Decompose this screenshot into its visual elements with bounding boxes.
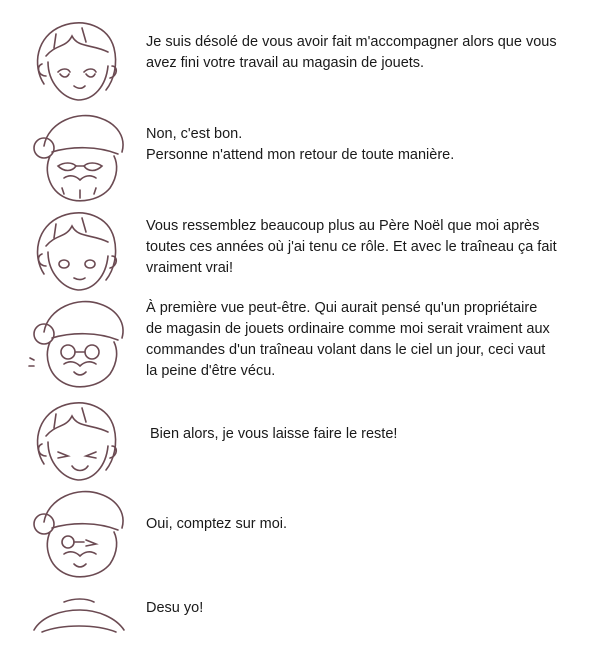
santa-face-icon: [22, 294, 134, 390]
boy-face-icon: [22, 14, 134, 110]
dialogue-text-2: Non, c'est bon. Personne n'attend mon retour de toute manière.: [146, 126, 455, 163]
dialogue-text-4: À première vue peut-être. Qui aurait pensé qu'un propriétaire de magasin de jouets ordinaire comme moi serait vraiment aux commandes d'un traîneau volant dans le ciel un jour, ceci vaut la peine d'être vécu.: [146, 300, 550, 379]
dialogue-text-6: Oui, comptez sur moi.: [146, 516, 288, 532]
santa-face-icon: [22, 484, 134, 580]
dialogue-text-5: Bien alors, je vous laisse faire le reste!: [150, 426, 398, 442]
dialogue-text-3: Vous ressemblez beaucoup plus au Père Noël que moi après toutes ces années où j'ai tenu ce rôle. Et avec le traîneau ça fait vraiment vrai!: [146, 218, 557, 276]
santa-face-icon: [22, 108, 134, 204]
dialogue-text-7: Desu yo!: [146, 600, 204, 616]
dialogue-text-1: Je suis désolé de vous avoir fait m'accompagner alors que vous avez fini votre travail au magasin de jouets.: [146, 34, 557, 71]
boy-face-icon: [22, 590, 134, 653]
boy-face-icon: [22, 394, 134, 490]
boy-face-icon: [22, 204, 134, 300]
